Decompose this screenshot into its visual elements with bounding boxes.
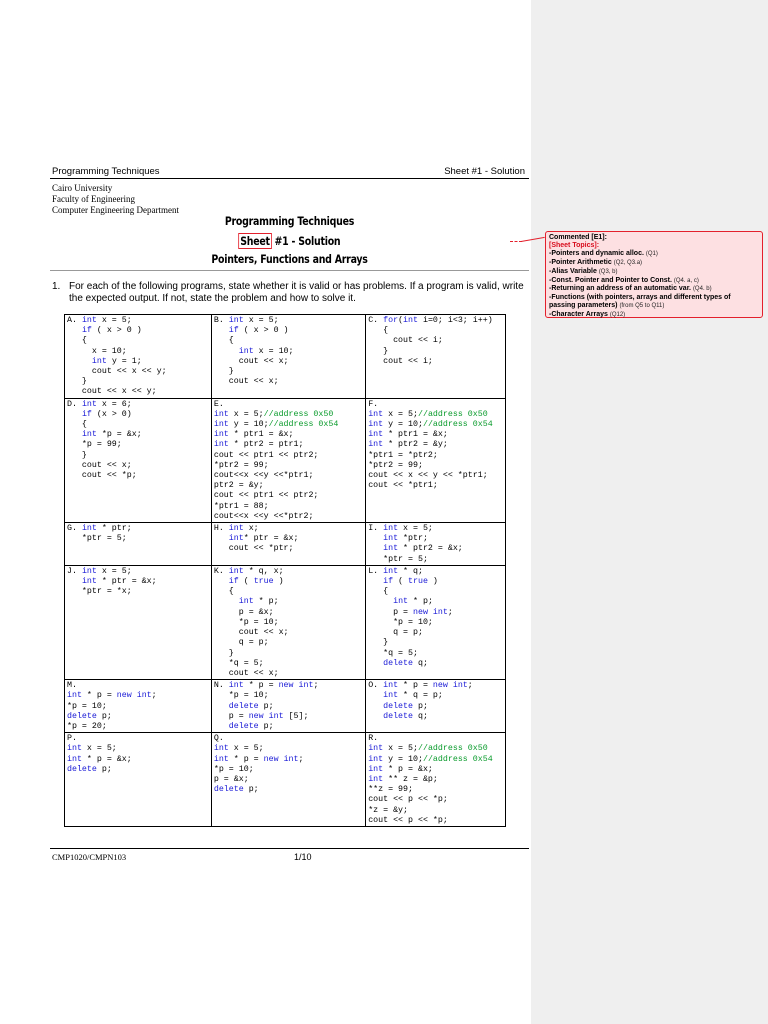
- code-line: if ( x > 0 ): [81, 326, 142, 336]
- code-line: if ( true ): [383, 577, 438, 587]
- program-cell: [366, 733, 506, 827]
- institution-line: Computer Engineering Department: [52, 205, 179, 215]
- code-line: *ptr1 = *ptr2;: [368, 450, 438, 460]
- code-line: p = new int;: [368, 607, 453, 617]
- code-line: int * p = new int;: [213, 754, 304, 764]
- code-line: int x = 5;: [67, 744, 117, 754]
- program-cell: [211, 315, 365, 399]
- code-line: {: [67, 336, 87, 346]
- code-line: C. for(int i=0; i<3; i++): [368, 316, 493, 325]
- code-line: q = p;: [368, 628, 423, 638]
- code-line: if (x > 0): [81, 409, 132, 419]
- code-line: *ptr2 = 99;: [368, 460, 423, 470]
- code-line: G. int * ptr;: [67, 524, 132, 534]
- comment-topics-label: [Sheet Topics]:: [549, 241, 600, 249]
- code-line: cout << *ptr1;: [368, 481, 438, 491]
- code-line: int y = 10;//address 0x54: [213, 420, 339, 430]
- code-line: *z = &y;: [368, 805, 409, 815]
- code-line: q = p;: [213, 638, 269, 648]
- code-line: R.: [368, 734, 379, 744]
- code-line: }: [368, 638, 389, 648]
- code-line: int * p;: [238, 597, 279, 607]
- code-line: cout << x;: [213, 628, 289, 638]
- comment-item: -Functions (with pointers, arrays and different types of passing parameters) (from Q5 to Q11): [549, 294, 731, 310]
- header-right: Sheet #1 - Solution: [444, 166, 525, 177]
- code-line: cout << x << y << *ptr1;: [368, 471, 488, 481]
- code-line: p = &x;: [213, 774, 249, 784]
- program-cell: [366, 523, 506, 566]
- program-cell: [211, 733, 365, 827]
- code-line: delete q;: [383, 658, 428, 668]
- code-line: A. int x = 5;: [67, 316, 132, 325]
- code-line: if ( x > 0 ): [228, 326, 289, 336]
- code-line: delete p;: [67, 764, 112, 774]
- code-line: *p = 20;: [67, 721, 107, 731]
- code-line: *p = 10;: [213, 617, 279, 627]
- code-line: int * p = &x;: [368, 764, 433, 774]
- title-line-2: [93, 234, 486, 248]
- footer-rule: [50, 848, 529, 849]
- program-cell: [211, 398, 365, 522]
- code-line: O. int * p = new int;: [368, 681, 473, 691]
- title-line-3: Pointers, Functions and Arrays: [211, 252, 368, 266]
- header-rule: [50, 178, 529, 179]
- program-cell: [65, 315, 212, 399]
- code-line: E.: [213, 399, 224, 409]
- commented-text-highlight[interactable]: Sheet: [240, 234, 270, 248]
- program-cell: [211, 565, 365, 679]
- code-line: int * ptr1 = &x;: [213, 430, 294, 440]
- code-line: cout << x;: [213, 356, 289, 366]
- code-line: {: [368, 326, 389, 336]
- header-left: Programming Techniques: [52, 166, 160, 177]
- code-line: int * p;: [393, 597, 433, 607]
- code-line: cout << x << y;: [67, 367, 167, 377]
- code-line: J. int x = 5;: [67, 566, 132, 576]
- code-line: cout << x;: [213, 377, 279, 387]
- code-line: }: [368, 346, 389, 356]
- code-line: int x = 5;//address 0x50: [368, 409, 488, 419]
- code-line: {: [67, 420, 87, 430]
- code-line: int ** z = &p;: [368, 774, 438, 784]
- code-line: L. int * q;: [368, 566, 423, 576]
- code-line: F.: [368, 399, 379, 409]
- code-line: *ptr = *x;: [67, 587, 132, 597]
- program-cell: [366, 565, 506, 679]
- code-line: cout << ptr1 << ptr2;: [213, 491, 319, 501]
- code-line: int y = 1;: [91, 356, 142, 366]
- code-line: delete q;: [383, 711, 428, 721]
- code-line: int *ptr;: [383, 534, 428, 544]
- code-line: int * p = new int;: [67, 691, 157, 701]
- code-line: delete p;: [67, 711, 112, 721]
- code-line: *ptr2 = 99;: [213, 460, 269, 470]
- program-cell: [366, 398, 506, 522]
- code-line: cout << *ptr;: [213, 544, 294, 554]
- code-line: int x = 10;: [238, 346, 294, 356]
- code-line: int * ptr1 = &x;: [368, 430, 448, 440]
- code-line: x = 10;: [67, 346, 127, 356]
- code-line: *q = 5;: [213, 658, 264, 668]
- code-line: {: [368, 587, 389, 597]
- comment-margin: [531, 0, 768, 1024]
- code-line: delete p;: [228, 701, 274, 711]
- comment-item: -Returning an address of an automatic var. (Q4. b): [549, 285, 712, 293]
- code-line: *p = 10;: [213, 691, 269, 701]
- code-line: *p = 10;: [213, 764, 254, 774]
- question-number: 1.: [52, 281, 61, 292]
- code-line: }: [67, 377, 87, 387]
- title-rule: [50, 270, 529, 271]
- comment-item: -Pointers and dynamic alloc. (Q1): [549, 249, 658, 257]
- code-line: cout << ptr1 << ptr2;: [213, 450, 319, 460]
- code-line: N. int * p = new int;: [213, 681, 319, 691]
- program-cell: [211, 523, 365, 566]
- code-line: M.: [67, 681, 77, 691]
- code-line: *ptr1 = 88;: [213, 501, 269, 511]
- code-line: int * ptr2 = ptr1;: [213, 440, 304, 450]
- comment-item: -Character Arrays (Q12): [549, 311, 626, 319]
- programs-table: [64, 314, 506, 827]
- code-line: {: [213, 587, 234, 597]
- code-line: if ( true ): [228, 577, 284, 587]
- code-line: int * p = &x;: [67, 754, 132, 764]
- code-line: cout << x;: [67, 460, 132, 470]
- program-cell: [211, 680, 365, 733]
- code-line: I. int x = 5;: [368, 524, 433, 534]
- code-line: int x = 5;//address 0x50: [368, 744, 488, 754]
- program-cell: [65, 565, 212, 679]
- institution-line: Cairo University: [52, 183, 113, 193]
- comment-item: -Pointer Arithmetic (Q2, Q3.a): [549, 258, 643, 266]
- code-line: }: [67, 450, 87, 460]
- comment-heading: Commented [E1]:: [549, 234, 607, 241]
- code-line: *p = 10;: [368, 617, 433, 627]
- title-line-1: Programming Techniques: [224, 214, 355, 228]
- code-line: cout << x << y;: [67, 387, 157, 397]
- code-line: *p = 99;: [67, 440, 122, 450]
- code-line: *ptr = 5;: [368, 554, 428, 564]
- code-line: int x = 5;//address 0x50: [213, 409, 334, 419]
- code-line: cout<<x <<y <<*ptr2;: [213, 511, 314, 521]
- footer-course-code: CMP1020/CMPN103: [52, 852, 127, 862]
- institution-line: Faculty of Engineering: [52, 194, 135, 204]
- code-line: int * ptr2 = &y;: [368, 440, 448, 450]
- comment-item: -Alias Variable (Q3, b): [549, 267, 618, 275]
- code-line: *q = 5;: [368, 648, 418, 658]
- code-line: cout << p << *p;: [368, 815, 448, 825]
- code-line: P.: [67, 734, 77, 744]
- program-cell: [65, 398, 212, 522]
- code-line: {: [213, 336, 234, 346]
- program-cell: [366, 315, 506, 399]
- title-line-2-suffix: #1 - Solution: [271, 234, 341, 248]
- code-line: H. int x;: [213, 524, 259, 534]
- code-line: delete p;: [228, 721, 274, 731]
- code-line: int *p = &x;: [81, 430, 142, 440]
- code-line: cout << *p;: [67, 471, 137, 481]
- code-line: Q.: [213, 734, 224, 744]
- program-cell: [65, 680, 212, 733]
- code-line: delete p;: [383, 701, 428, 711]
- footer-page-number: 1/10: [294, 852, 312, 862]
- code-line: *p = 10;: [67, 701, 107, 711]
- code-line: p = new int [5];: [213, 711, 309, 721]
- program-cell: [65, 523, 212, 566]
- code-line: int * ptr2 = &x;: [383, 544, 463, 554]
- code-line: int * q = p;: [383, 691, 443, 701]
- code-line: K. int * q, x;: [213, 566, 284, 576]
- code-line: cout<<x <<y <<*ptr1;: [213, 471, 314, 481]
- code-line: int x = 5;: [213, 744, 264, 754]
- code-line: B. int x = 5;: [213, 316, 279, 325]
- comment-balloon[interactable]: [545, 231, 763, 318]
- question-text: For each of the following programs, state whether it is valid or has problems. If a program is valid, write the expected output. If not, state the problem and how to solve it.: [69, 281, 524, 304]
- code-line: int y = 10;//address 0x54: [368, 420, 493, 430]
- program-cell: [65, 733, 212, 827]
- code-line: cout << i;: [368, 356, 433, 366]
- comment-item: -Const. Pointer and Pointer to Const. (Q4. a, c): [549, 276, 699, 284]
- code-line: cout << i;: [368, 336, 443, 346]
- code-line: ptr2 = &y;: [213, 481, 264, 491]
- code-line: int * ptr = &x;: [81, 577, 157, 587]
- code-line: *ptr = 5;: [67, 534, 127, 544]
- institution-block: [52, 183, 179, 216]
- code-line: D. int x = 6;: [67, 399, 132, 409]
- code-line: }: [213, 367, 234, 377]
- code-line: **z = 99;: [368, 785, 413, 795]
- code-line: int* ptr = &x;: [228, 534, 299, 544]
- code-line: delete p;: [213, 785, 259, 795]
- program-cell: [366, 680, 506, 733]
- code-line: p = &x;: [213, 607, 274, 617]
- code-line: }: [213, 648, 234, 658]
- code-line: int y = 10;//address 0x54: [368, 754, 493, 764]
- code-line: cout << p << *p;: [368, 795, 448, 805]
- code-line: cout << x;: [213, 668, 279, 678]
